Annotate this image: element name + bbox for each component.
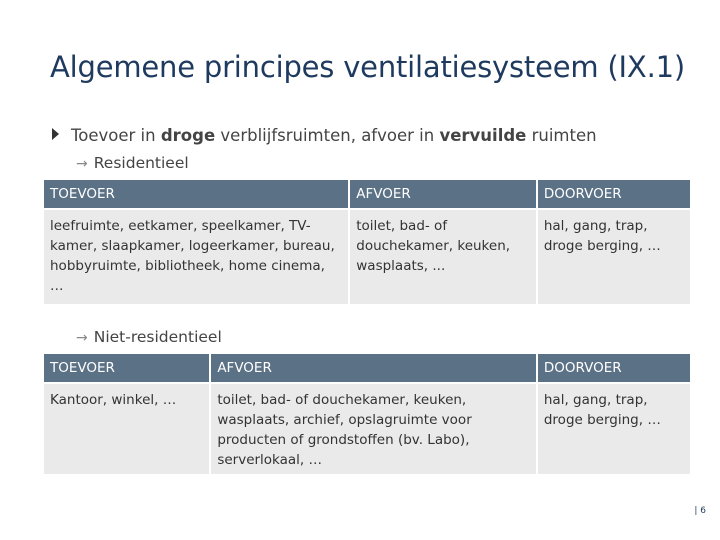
- sub-arrow-icon: →: [76, 330, 88, 346]
- table-header-row: [44, 354, 690, 382]
- bullet-text-3: ruimten: [526, 126, 597, 145]
- cell-doorvoer: hal, gang, trap, droge berging, …: [538, 384, 690, 474]
- table-row: [44, 210, 690, 304]
- bullet-text-2: verblijfsruimten, afvoer in: [215, 126, 440, 145]
- header-afvoer: AFVOER: [350, 180, 536, 208]
- cell-afvoer: toilet, bad- of douchekamer, keuken, wasplaats, archief, opslagruimte voor producten of grondstoffen (bv. Labo), serverlokaal, …: [211, 384, 536, 474]
- main-bullet: [52, 126, 597, 145]
- table-row: [44, 384, 690, 474]
- cell-afvoer: toilet, bad- of douchekamer, keuken, wasplaats, ...: [350, 210, 536, 304]
- sub-bullet-residential: [76, 154, 189, 172]
- header-doorvoer: DOORVOER: [538, 180, 690, 208]
- sub-arrow-icon: →: [76, 156, 88, 172]
- header-toevoer: TOEVOER: [44, 354, 209, 382]
- header-doorvoer: DOORVOER: [538, 354, 690, 382]
- residential-table: [42, 178, 692, 306]
- bullet-bold-vervuilde: vervuilde: [439, 126, 527, 145]
- cell-toevoer: Kantoor, winkel, …: [44, 384, 209, 474]
- non-residential-label: Niet-residentieel: [93, 328, 222, 346]
- page-number: | 6: [694, 506, 706, 516]
- cell-doorvoer: hal, gang, trap, droge berging, …: [538, 210, 690, 304]
- header-afvoer: AFVOER: [211, 354, 536, 382]
- bullet-arrow-icon: [52, 128, 59, 140]
- bullet-text-1: Toevoer in: [71, 126, 161, 145]
- sub-bullet-non-residential: [76, 328, 222, 346]
- slide-title: Algemene principes ventilatiesysteem (IX.1): [50, 50, 685, 84]
- header-toevoer: TOEVOER: [44, 180, 348, 208]
- table-header-row: [44, 180, 690, 208]
- non-residential-table: [42, 352, 692, 476]
- cell-toevoer: leefruimte, eetkamer, speelkamer, TV-kamer, slaapkamer, logeerkamer, bureau, hobbyruimte, bibliotheek, home cinema, …: [44, 210, 348, 304]
- bullet-bold-droge: droge: [160, 126, 216, 145]
- residential-label: Residentieel: [93, 154, 189, 172]
